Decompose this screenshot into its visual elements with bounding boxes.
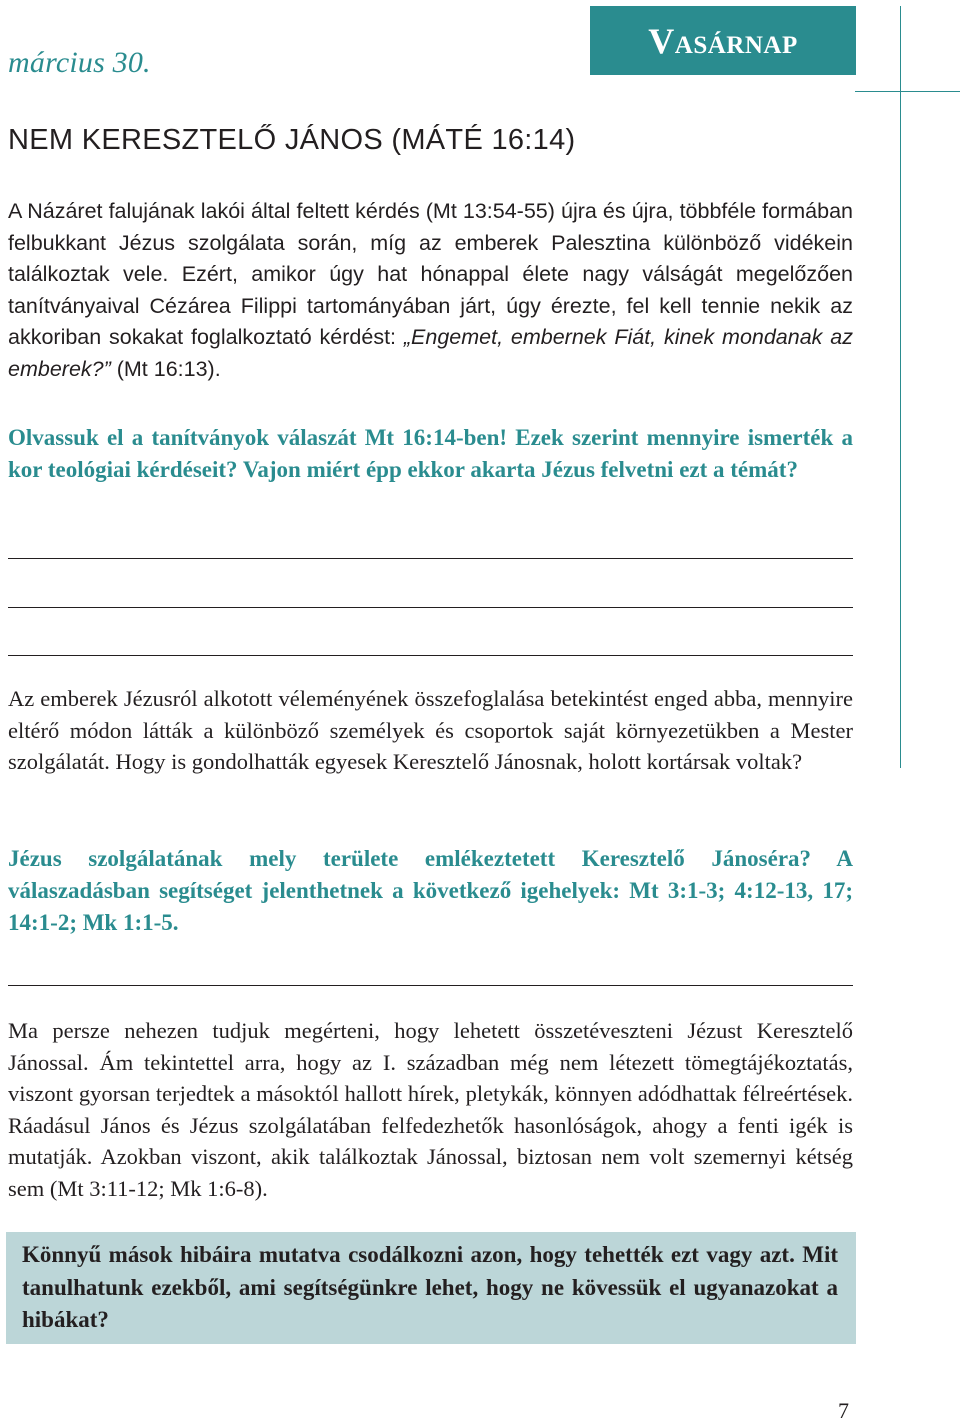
day-label: Vasárnap xyxy=(648,20,798,61)
body-paragraph-2: Az emberek Jézusról alkotott véleményének összefoglalása betekintést enged abba, mennyire eltérő módon látták a különböző személyek és csoportok saját környezetükben a Mester szolgálatát. Hogy is gondolhatták egyesek Keresztelő Jánosnak, holott kortársak voltak? xyxy=(8,686,853,774)
answer-line xyxy=(8,985,853,986)
study-question-1: Olvassuk el a tanítványok válaszát Mt 16:14-ben! Ezek szerint mennyire ismerték a kor teológiai kérdéseit? Vajon miért épp ekkor akarta Jézus felvetni ezt a témát? xyxy=(8,425,853,482)
body-paragraph-3: Ma persze nehezen tudjuk megérteni, hogy lehetett összetéveszteni Jézust Keresztelő Jánossal. Ám tekintettel arra, hogy az I. században még nem létezett tömegtájékoztatás, viszont gyorsan terjedtek a másoktól hallott hírek, pletykák, könnyen adódhattak félreértések. Ráadásul János és Jézus szolgálatában felfedezhetők hasonlóságok, ahogy a fenti igék is mutatják. Azokban viszont, akik találkoztak Jánossal, biztosan nem volt szemernyi kétség sem (Mt 3:11-12; Mk 1:6-8). xyxy=(8,1018,853,1201)
intro-paragraph xyxy=(8,196,853,385)
margin-rule-horizontal xyxy=(855,91,960,92)
intro-reference: (Mt 16:13). xyxy=(110,356,221,381)
reflection-text: Könnyű mások hibáira mutatva csodálkozni azon, hogy tehették ezt vagy azt. Mit tanulhatunk ezekből, ami segítségünkre lehet, hogy ne kövessük el ugyanazokat a hibákat? xyxy=(22,1242,838,1332)
intro-text: A Názáret falujának lakói által feltett kérdés (Mt 13:54-55) újra és újra, többféle formában felbukkant Jézus szolgálata során, míg az emberek Palesztina különböző vidékein találkoztak vele. Ezért, amikor úgy hat hónappal élete nagy válságát megelőzően tanítványaival Cézárea Filippi tartományában járt, úgy érezte, fel kell tennie nekik az akkoriban sokakat foglalkoztató kérdést: xyxy=(8,199,853,349)
page-number: 7 xyxy=(838,1398,849,1423)
lesson-title: NEM KERESZTELŐ JÁNOS (MÁTÉ 16:14) xyxy=(8,124,576,156)
margin-rule-vertical xyxy=(900,6,901,768)
answer-line xyxy=(8,607,853,608)
intro-quote: „Engemet, embernek Fiát, kinek mondanak az emberek?” xyxy=(8,325,853,381)
reflection-box xyxy=(6,1232,856,1344)
answer-line xyxy=(8,558,853,559)
study-question-2: Jézus szolgálatának mely területe emlékeztetett Keresztelő Jánoséra? A válaszadásban segítséget jelenthetnek a következő igehelyek: Mt 3:1-3; 4:12-13, 17; 14:1-2; Mk 1:1-5. xyxy=(8,846,853,935)
answer-line xyxy=(8,655,853,656)
day-banner xyxy=(590,6,856,75)
date-label: március 30. xyxy=(8,46,151,79)
